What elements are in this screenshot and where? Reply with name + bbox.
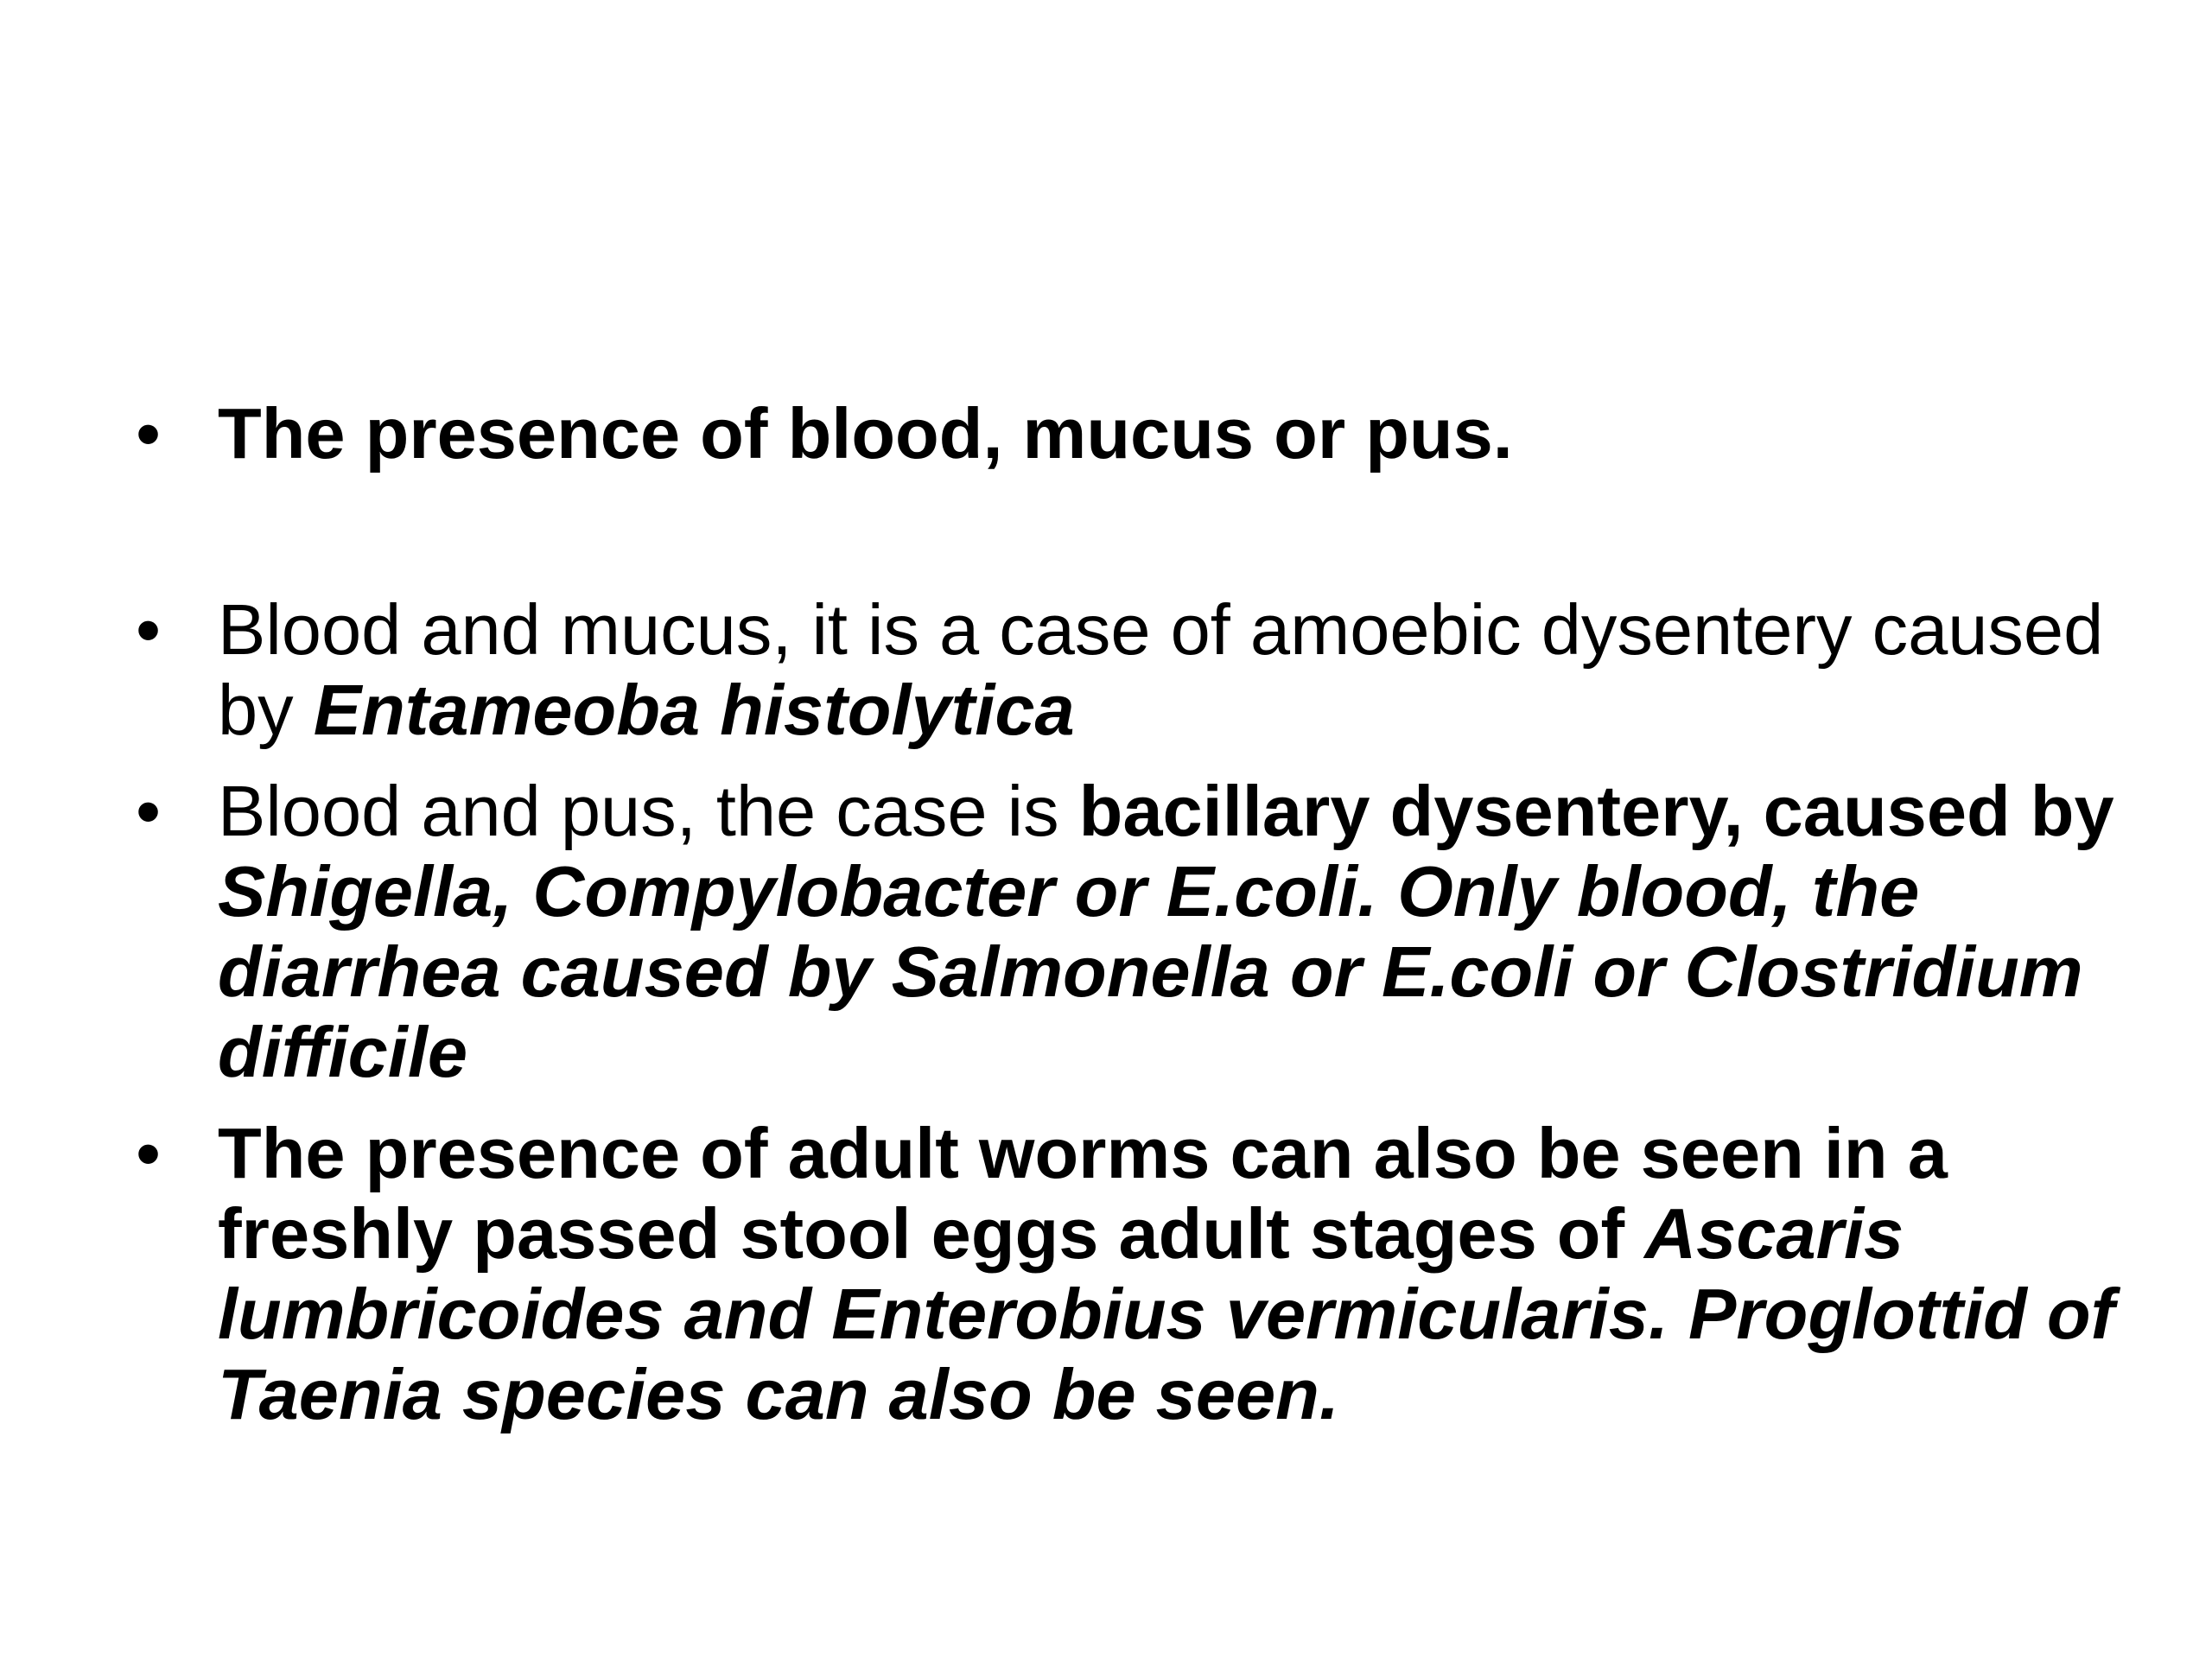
bullet-text: Blood and pus, the case is	[218, 771, 1079, 851]
bullet-item	[130, 1113, 2126, 1434]
bullet-dot: •	[136, 393, 162, 474]
bullet-dot: •	[136, 771, 162, 851]
bullet-text: The presence of blood, mucus or pus.	[218, 393, 1513, 474]
species-name: Entameoba histolytica	[313, 670, 1075, 750]
bullet-item	[130, 393, 2126, 474]
bullet-list	[130, 393, 2126, 1455]
bullet-text: Blood and mucus, it is a case of amoebic dysentery caused by	[218, 589, 2104, 750]
bullet-text-bold: bacillary dysentery, caused by	[1078, 771, 2114, 851]
species-names: Ascaris lumbricoides and Enterobius vermicularis. Proglottid of Taenia species can also be seen.	[218, 1193, 2115, 1434]
bullet-dot: •	[136, 1113, 162, 1193]
bullet-item	[130, 589, 2126, 750]
bullet-dot: •	[136, 589, 162, 670]
species-names: Shigella, Compylobacter or E.coli. Only blood, the diarrhea caused by Salmonella or E.coli or Clostridium difficile	[218, 851, 2083, 1092]
bullet-item	[130, 771, 2126, 1092]
bullet-text-bold: The presence of adult worms can also be seen in a freshly passed stool eggs adult stages of	[218, 1113, 1948, 1274]
